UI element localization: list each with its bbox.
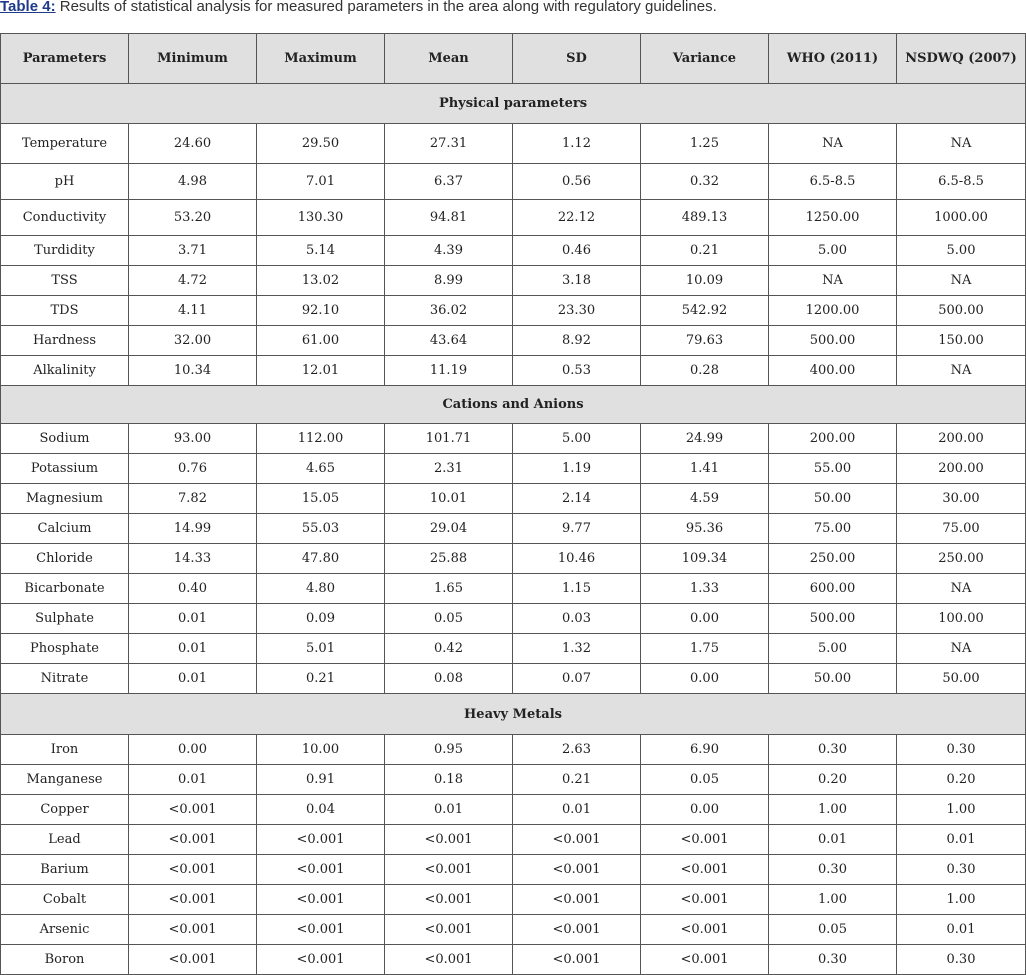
parameter-name-cell: Phosphate bbox=[1, 634, 129, 664]
value-cell: 3.18 bbox=[513, 266, 641, 296]
value-cell: 0.21 bbox=[513, 765, 641, 795]
value-cell: 4.72 bbox=[129, 266, 257, 296]
value-cell: 36.02 bbox=[385, 296, 513, 326]
parameter-name-cell: Manganese bbox=[1, 765, 129, 795]
value-cell: 10.34 bbox=[129, 356, 257, 386]
value-cell: 542.92 bbox=[641, 296, 769, 326]
section-title: Heavy Metals bbox=[1, 694, 1026, 735]
table-caption bbox=[0, 0, 717, 17]
parameter-name-cell: Copper bbox=[1, 795, 129, 825]
value-cell: 1.75 bbox=[641, 634, 769, 664]
header-mean: Mean bbox=[385, 34, 513, 84]
parameter-name-cell: Turdidity bbox=[1, 236, 129, 266]
section-title: Cations and Anions bbox=[1, 386, 1026, 424]
value-cell: 2.31 bbox=[385, 454, 513, 484]
header-sd: SD bbox=[513, 34, 641, 84]
value-cell: 13.02 bbox=[257, 266, 385, 296]
value-cell: 55.03 bbox=[257, 514, 385, 544]
table-row bbox=[1, 124, 1026, 164]
value-cell: 0.56 bbox=[513, 164, 641, 200]
value-cell: 1.65 bbox=[385, 574, 513, 604]
value-cell: 23.30 bbox=[513, 296, 641, 326]
value-cell: 0.00 bbox=[641, 664, 769, 694]
value-cell: 0.21 bbox=[257, 664, 385, 694]
parameter-name-cell: Sulphate bbox=[1, 604, 129, 634]
table-row bbox=[1, 296, 1026, 326]
value-cell: 0.01 bbox=[129, 664, 257, 694]
parameter-name-cell: Boron bbox=[1, 945, 129, 975]
parameter-name-cell: Bicarbonate bbox=[1, 574, 129, 604]
value-cell: 0.08 bbox=[385, 664, 513, 694]
value-cell: 8.92 bbox=[513, 326, 641, 356]
value-cell: 0.01 bbox=[129, 604, 257, 634]
header-who-2011: WHO (2011) bbox=[769, 34, 897, 84]
value-cell: 500.00 bbox=[769, 326, 897, 356]
value-cell: 5.00 bbox=[769, 634, 897, 664]
value-cell: 100.00 bbox=[897, 604, 1026, 634]
value-cell: 0.46 bbox=[513, 236, 641, 266]
value-cell: 14.33 bbox=[129, 544, 257, 574]
table-row bbox=[1, 604, 1026, 634]
value-cell: 5.14 bbox=[257, 236, 385, 266]
value-cell: <0.001 bbox=[257, 885, 385, 915]
value-cell: 53.20 bbox=[129, 200, 257, 236]
value-cell: 0.21 bbox=[641, 236, 769, 266]
value-cell: 5.00 bbox=[897, 236, 1026, 266]
value-cell: <0.001 bbox=[129, 885, 257, 915]
table-row bbox=[1, 634, 1026, 664]
value-cell: 1.00 bbox=[769, 885, 897, 915]
value-cell: NA bbox=[769, 124, 897, 164]
value-cell: 79.63 bbox=[641, 326, 769, 356]
value-cell: <0.001 bbox=[513, 945, 641, 975]
value-cell: <0.001 bbox=[641, 945, 769, 975]
value-cell: 4.39 bbox=[385, 236, 513, 266]
parameter-name-cell: Alkalinity bbox=[1, 356, 129, 386]
value-cell: 29.50 bbox=[257, 124, 385, 164]
value-cell: 95.36 bbox=[641, 514, 769, 544]
value-cell: <0.001 bbox=[257, 915, 385, 945]
value-cell: <0.001 bbox=[129, 945, 257, 975]
value-cell: 0.76 bbox=[129, 454, 257, 484]
value-cell: 0.07 bbox=[513, 664, 641, 694]
table-row bbox=[1, 885, 1026, 915]
parameter-name-cell: Cobalt bbox=[1, 885, 129, 915]
section-row bbox=[1, 386, 1026, 424]
value-cell: 15.05 bbox=[257, 484, 385, 514]
table-row bbox=[1, 200, 1026, 236]
parameter-name-cell: Hardness bbox=[1, 326, 129, 356]
parameter-name-cell: Calcium bbox=[1, 514, 129, 544]
value-cell: 2.63 bbox=[513, 735, 641, 765]
value-cell: 75.00 bbox=[769, 514, 897, 544]
table-row bbox=[1, 915, 1026, 945]
value-cell: 1.25 bbox=[641, 124, 769, 164]
value-cell: 10.46 bbox=[513, 544, 641, 574]
value-cell: 0.53 bbox=[513, 356, 641, 386]
header-nsdwq-2007: NSDWQ (2007) bbox=[897, 34, 1026, 84]
table-row bbox=[1, 326, 1026, 356]
value-cell: 25.88 bbox=[385, 544, 513, 574]
value-cell: NA bbox=[897, 124, 1026, 164]
table-row bbox=[1, 424, 1026, 454]
value-cell: 94.81 bbox=[385, 200, 513, 236]
table-row bbox=[1, 236, 1026, 266]
value-cell: 92.10 bbox=[257, 296, 385, 326]
value-cell: 0.01 bbox=[513, 795, 641, 825]
section-title: Physical parameters bbox=[1, 84, 1026, 124]
value-cell: 0.20 bbox=[897, 765, 1026, 795]
value-cell: 600.00 bbox=[769, 574, 897, 604]
parameter-name-cell: Barium bbox=[1, 855, 129, 885]
value-cell: 0.03 bbox=[513, 604, 641, 634]
value-cell: <0.001 bbox=[385, 855, 513, 885]
value-cell: 3.71 bbox=[129, 236, 257, 266]
value-cell: 1250.00 bbox=[769, 200, 897, 236]
value-cell: NA bbox=[769, 266, 897, 296]
value-cell: 112.00 bbox=[257, 424, 385, 454]
header-minimum: Minimum bbox=[129, 34, 257, 84]
parameter-name-cell: pH bbox=[1, 164, 129, 200]
value-cell: 0.30 bbox=[769, 945, 897, 975]
section-row bbox=[1, 84, 1026, 124]
value-cell: 1.12 bbox=[513, 124, 641, 164]
value-cell: 0.04 bbox=[257, 795, 385, 825]
table-row bbox=[1, 484, 1026, 514]
value-cell: 0.05 bbox=[769, 915, 897, 945]
value-cell: 1.41 bbox=[641, 454, 769, 484]
value-cell: 0.42 bbox=[385, 634, 513, 664]
value-cell: 1200.00 bbox=[769, 296, 897, 326]
value-cell: 10.00 bbox=[257, 735, 385, 765]
value-cell: 4.80 bbox=[257, 574, 385, 604]
table-row bbox=[1, 266, 1026, 296]
value-cell: 0.32 bbox=[641, 164, 769, 200]
value-cell: <0.001 bbox=[129, 855, 257, 885]
parameter-name-cell: TDS bbox=[1, 296, 129, 326]
table-row bbox=[1, 945, 1026, 975]
value-cell: 50.00 bbox=[769, 664, 897, 694]
value-cell: 0.00 bbox=[641, 604, 769, 634]
value-cell: 150.00 bbox=[897, 326, 1026, 356]
value-cell: 4.98 bbox=[129, 164, 257, 200]
parameter-name-cell: Magnesium bbox=[1, 484, 129, 514]
value-cell: 10.01 bbox=[385, 484, 513, 514]
value-cell: 0.01 bbox=[385, 795, 513, 825]
value-cell: 0.28 bbox=[641, 356, 769, 386]
value-cell: <0.001 bbox=[513, 885, 641, 915]
value-cell: 0.01 bbox=[897, 915, 1026, 945]
table-row bbox=[1, 544, 1026, 574]
value-cell: 0.00 bbox=[129, 735, 257, 765]
value-cell: 5.01 bbox=[257, 634, 385, 664]
value-cell: 47.80 bbox=[257, 544, 385, 574]
value-cell: 489.13 bbox=[641, 200, 769, 236]
value-cell: <0.001 bbox=[257, 855, 385, 885]
table-row bbox=[1, 825, 1026, 855]
parameter-name-cell: Conductivity bbox=[1, 200, 129, 236]
value-cell: 55.00 bbox=[769, 454, 897, 484]
value-cell: 1.19 bbox=[513, 454, 641, 484]
value-cell: 5.00 bbox=[513, 424, 641, 454]
value-cell: 250.00 bbox=[897, 544, 1026, 574]
parameter-name-cell: Chloride bbox=[1, 544, 129, 574]
value-cell: <0.001 bbox=[641, 855, 769, 885]
value-cell: NA bbox=[897, 574, 1026, 604]
value-cell: 43.64 bbox=[385, 326, 513, 356]
value-cell: 5.00 bbox=[769, 236, 897, 266]
value-cell: 32.00 bbox=[129, 326, 257, 356]
value-cell: NA bbox=[897, 634, 1026, 664]
results-table bbox=[0, 33, 1026, 975]
value-cell: 7.01 bbox=[257, 164, 385, 200]
caption-label[interactable]: Table 4: bbox=[0, 0, 56, 15]
value-cell: 400.00 bbox=[769, 356, 897, 386]
value-cell: 0.01 bbox=[769, 825, 897, 855]
value-cell: 4.11 bbox=[129, 296, 257, 326]
value-cell: 9.77 bbox=[513, 514, 641, 544]
value-cell: 8.99 bbox=[385, 266, 513, 296]
value-cell: <0.001 bbox=[641, 825, 769, 855]
value-cell: 14.99 bbox=[129, 514, 257, 544]
value-cell: 6.5-8.5 bbox=[897, 164, 1026, 200]
value-cell: <0.001 bbox=[385, 945, 513, 975]
value-cell: <0.001 bbox=[257, 825, 385, 855]
header-row bbox=[1, 34, 1026, 84]
table-row bbox=[1, 574, 1026, 604]
parameter-name-cell: Sodium bbox=[1, 424, 129, 454]
value-cell: 6.5-8.5 bbox=[769, 164, 897, 200]
table-body bbox=[1, 84, 1026, 975]
table-row bbox=[1, 795, 1026, 825]
value-cell: <0.001 bbox=[641, 915, 769, 945]
table-row bbox=[1, 454, 1026, 484]
value-cell: 75.00 bbox=[897, 514, 1026, 544]
value-cell: 500.00 bbox=[769, 604, 897, 634]
caption-text: Results of statistical analysis for measured parameters in the area along with regulatory guidelines. bbox=[55, 0, 717, 15]
value-cell: 61.00 bbox=[257, 326, 385, 356]
value-cell: 0.01 bbox=[129, 765, 257, 795]
parameter-name-cell: Lead bbox=[1, 825, 129, 855]
value-cell: 1.32 bbox=[513, 634, 641, 664]
value-cell: 0.01 bbox=[897, 825, 1026, 855]
value-cell: 50.00 bbox=[897, 664, 1026, 694]
value-cell: <0.001 bbox=[513, 915, 641, 945]
value-cell: 500.00 bbox=[897, 296, 1026, 326]
value-cell: 1.00 bbox=[897, 795, 1026, 825]
value-cell: 200.00 bbox=[897, 454, 1026, 484]
table-row bbox=[1, 164, 1026, 200]
value-cell: 1.15 bbox=[513, 574, 641, 604]
value-cell: <0.001 bbox=[641, 885, 769, 915]
value-cell: 22.12 bbox=[513, 200, 641, 236]
value-cell: 1.00 bbox=[897, 885, 1026, 915]
parameter-name-cell: Nitrate bbox=[1, 664, 129, 694]
value-cell: 24.60 bbox=[129, 124, 257, 164]
value-cell: 6.90 bbox=[641, 735, 769, 765]
table-row bbox=[1, 765, 1026, 795]
value-cell: 50.00 bbox=[769, 484, 897, 514]
value-cell: 29.04 bbox=[385, 514, 513, 544]
value-cell: <0.001 bbox=[385, 885, 513, 915]
table-row bbox=[1, 664, 1026, 694]
parameter-name-cell: Arsenic bbox=[1, 915, 129, 945]
value-cell: 93.00 bbox=[129, 424, 257, 454]
value-cell: 1.33 bbox=[641, 574, 769, 604]
value-cell: 101.71 bbox=[385, 424, 513, 454]
parameter-name-cell: Iron bbox=[1, 735, 129, 765]
value-cell: 0.18 bbox=[385, 765, 513, 795]
value-cell: 0.30 bbox=[769, 855, 897, 885]
value-cell: <0.001 bbox=[129, 825, 257, 855]
value-cell: 0.00 bbox=[641, 795, 769, 825]
header-maximum: Maximum bbox=[257, 34, 385, 84]
value-cell: <0.001 bbox=[257, 945, 385, 975]
value-cell: 0.09 bbox=[257, 604, 385, 634]
value-cell: <0.001 bbox=[385, 825, 513, 855]
table-row bbox=[1, 855, 1026, 885]
parameter-name-cell: Temperature bbox=[1, 124, 129, 164]
value-cell: 2.14 bbox=[513, 484, 641, 514]
value-cell: 24.99 bbox=[641, 424, 769, 454]
parameter-name-cell: TSS bbox=[1, 266, 129, 296]
value-cell: <0.001 bbox=[513, 855, 641, 885]
value-cell: 0.05 bbox=[641, 765, 769, 795]
section-row bbox=[1, 694, 1026, 735]
value-cell: 6.37 bbox=[385, 164, 513, 200]
value-cell: 0.30 bbox=[897, 855, 1026, 885]
value-cell: 30.00 bbox=[897, 484, 1026, 514]
value-cell: NA bbox=[897, 266, 1026, 296]
value-cell: 0.40 bbox=[129, 574, 257, 604]
value-cell: 0.95 bbox=[385, 735, 513, 765]
value-cell: 0.05 bbox=[385, 604, 513, 634]
value-cell: 11.19 bbox=[385, 356, 513, 386]
value-cell: 4.65 bbox=[257, 454, 385, 484]
value-cell: <0.001 bbox=[385, 915, 513, 945]
value-cell: 0.30 bbox=[769, 735, 897, 765]
value-cell: 130.30 bbox=[257, 200, 385, 236]
value-cell: 109.34 bbox=[641, 544, 769, 574]
value-cell: NA bbox=[897, 356, 1026, 386]
value-cell: 0.30 bbox=[897, 735, 1026, 765]
value-cell: 12.01 bbox=[257, 356, 385, 386]
value-cell: 4.59 bbox=[641, 484, 769, 514]
value-cell: 7.82 bbox=[129, 484, 257, 514]
value-cell: <0.001 bbox=[129, 795, 257, 825]
header-variance: Variance bbox=[641, 34, 769, 84]
value-cell: 1.00 bbox=[769, 795, 897, 825]
value-cell: 1000.00 bbox=[897, 200, 1026, 236]
value-cell: 0.91 bbox=[257, 765, 385, 795]
value-cell: 250.00 bbox=[769, 544, 897, 574]
value-cell: 0.20 bbox=[769, 765, 897, 795]
value-cell: <0.001 bbox=[513, 825, 641, 855]
value-cell: 0.01 bbox=[129, 634, 257, 664]
value-cell: 0.30 bbox=[897, 945, 1026, 975]
value-cell: 200.00 bbox=[769, 424, 897, 454]
parameter-name-cell: Potassium bbox=[1, 454, 129, 484]
value-cell: 27.31 bbox=[385, 124, 513, 164]
table-row bbox=[1, 735, 1026, 765]
table-row bbox=[1, 514, 1026, 544]
table-row bbox=[1, 356, 1026, 386]
value-cell: 200.00 bbox=[897, 424, 1026, 454]
header-parameters: Parameters bbox=[1, 34, 129, 84]
value-cell: <0.001 bbox=[129, 915, 257, 945]
value-cell: 10.09 bbox=[641, 266, 769, 296]
